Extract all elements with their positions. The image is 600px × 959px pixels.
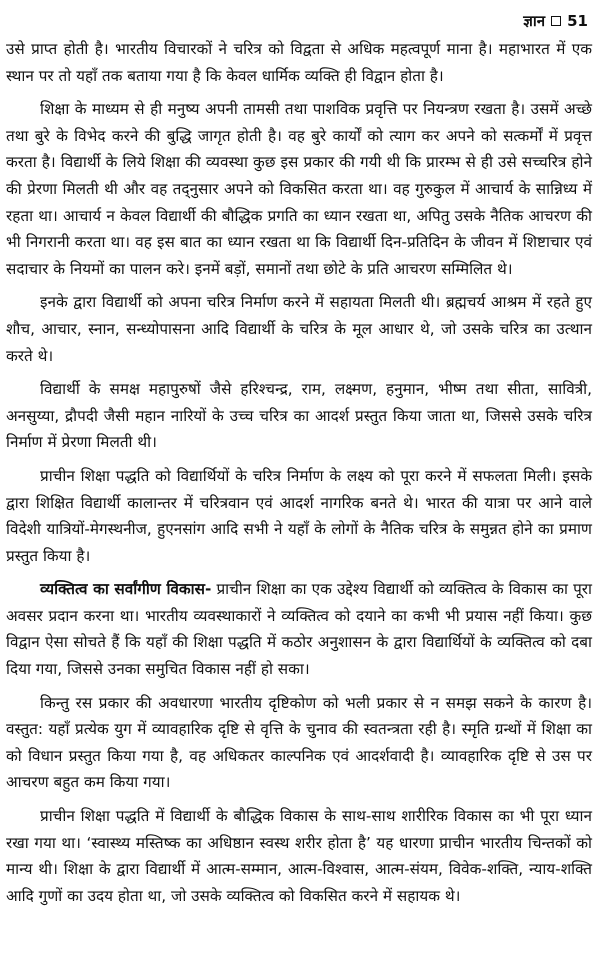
paragraph-1 bbox=[6, 36, 592, 89]
paragraph-3 bbox=[6, 289, 592, 369]
running-header bbox=[6, 6, 592, 36]
paragraph-text: प्राचीन शिक्षा पद्धति में विद्यार्थी के बौद्धिक विकास के साथ-साथ शारीरिक विकास का भी पूरा ध्यान रखा गया था। ‘स्वास्थ्य मस्तिष्क का अधिष्ठान स्वस्थ शरीर होता है’ यह धारणा प्राचीन भारतीय चिन्तकों को मान्य थी। शिक्षा के द्वारा विद्यार्थी में आत्म-सम्मान, आत्म-विश्वास, आत्म-संयम, विवेक-शक्ति, न्याय-शक्ति आदि गुणों का उदय होता था, जो उसके व्यक्तित्व को विकसित करने में सहायक थे। bbox=[6, 807, 592, 905]
section-heading: व्यक्तित्व का सर्वांगीण विकास- bbox=[40, 580, 212, 599]
paragraph-text: प्राचीन शिक्षा पद्धति को विद्यार्थियों के चरित्र निर्माण के लक्ष्य को पूरा करने में सफलता मिली। इसके द्वारा शिक्षित विद्यार्थी कालान्तर में चरित्रवान एवं आदर्श नागरिक बनते थे। भारत की यात्रा पर आने वाले विदेशी यात्रियों-मेगस्थनीज, हुएनसांग आदि सभी ने यहाँ के लोगों के नैतिक चरित्र के समुन्नत होने का प्रमाण प्रस्तुत किया है। bbox=[6, 466, 592, 565]
paragraph-8 bbox=[6, 803, 592, 909]
paragraph-4 bbox=[6, 376, 592, 456]
paragraph-text: किन्तु रस प्रकार की अवधारणा भारतीय दृष्टिकोण को भली प्रकार से न समझ सकने के कारण है। वस्तुत: यहाँ प्रत्येक युग में व्यावहारिक दृष्टि से वृत्ति के चुनाव की स्वतन्त्रता रही है। स्मृति ग्रन्थों में शिक्षा का को विधान प्रस्तुत किया गया है, वह अधिकतर काल्पनिक एवं आदर्शवादी है। व्यावहारिक दृष्टि से उस पर आचरण बहुत कम किया गया। bbox=[6, 693, 592, 792]
page-number: 51 bbox=[567, 12, 588, 30]
paragraph-text: इनके द्वारा विद्यार्थी को अपना चरित्र निर्माण करने में सहायता मिलती थी। ब्रह्मचर्य आश्रम में रहते हुए शौच, आचार, स्नान, सन्ध्योपासना आदि विद्यार्थी के चरित्र के मूल आधार थे, जो उसके चरित्र का उत्थान करते थे। bbox=[6, 293, 592, 365]
section-title: ज्ञान bbox=[523, 12, 546, 30]
paragraph-5 bbox=[6, 463, 592, 569]
paragraph-6 bbox=[6, 576, 592, 682]
paragraph-text: विद्यार्थी के समक्ष महापुरुषों जैसे हरिश्चन्द्र, राम, लक्ष्मण, हनुमान, भीष्म तथा सीता, सावित्री, अनसुय्या, द्रौपदी जैसी महान नारियों के उच्च चरित्र का आदर्श प्रस्तुत किया जाता था, जिससे उसके चरित्र निर्माण में प्रेरणा मिलती थी। bbox=[6, 380, 592, 452]
paragraph-text: उसे प्राप्त होती है। भारतीय विचारकों ने चरित्र को विद्वता से अधिक महत्वपूर्ण माना है। महाभारत में एक स्थान पर तो यहाँ तक बताया गया है कि केवल धार्मिक व्यक्ति ही विद्वान होता है। bbox=[6, 40, 592, 85]
paragraph-2 bbox=[6, 96, 592, 282]
paragraph-text: शिक्षा के माध्यम से ही मनुष्य अपनी तामसी तथा पाशविक प्रवृत्ति पर नियन्त्रण रखता है। उसमें अच्छे तथा बुरे के विभेद करने की बुद्धि जागृत होती है। वह बुरे कार्यों को त्याग कर अपने को सत्कर्मों में प्रवृत्त करता है। विद्यार्थी के लिये शिक्षा की व्यवस्था कुछ इस प्रकार की गयी थी कि प्रारम्भ से ही उसे सच्चरित्र होने की प्रेरणा मिलती थी और वह तद्नुसार अपने को विकसित करता था। वह गुरुकुल में आचार्य के सान्निध्य में रहता था। आचार्य न केवल विद्यार्थी की बौद्धिक प्रगति का ध्यान रखता था, अपितु उसके नैतिक आचरण की भी निगरानी करता था। वह इस बात का ध्यान रखता था कि विद्यार्थी दिन-प्रतिदिन के जीवन में शिष्टाचार एवं सदाचार के नियमों का पालन करे। इनमें बड़ों, समानों तथा छोटे के प्रति आचरण सम्मिलित थे। bbox=[6, 100, 592, 278]
paragraph-text: प्राचीन शिक्षा का एक उद्देश्य विद्यार्थी को व्यक्तित्व के विकास का पूरा अवसर प्रदान करना था। भारतीय व्यवस्थाकारों ने व्यक्तित्व को दयाने का कभी भी प्रयास नहीं किया। कुछ विद्वान ऐसा सोचते हैं कि यहाँ की शिक्षा पद्धति में कठोर अनुशासन के द्वारा विद्यार्थियों के व्यक्तित्व को दबा दिया गया, जिससे उनका समुचित विकास नहीं हो सका। bbox=[6, 580, 592, 679]
paragraph-7 bbox=[6, 690, 592, 796]
square-bullet-icon bbox=[551, 16, 561, 26]
